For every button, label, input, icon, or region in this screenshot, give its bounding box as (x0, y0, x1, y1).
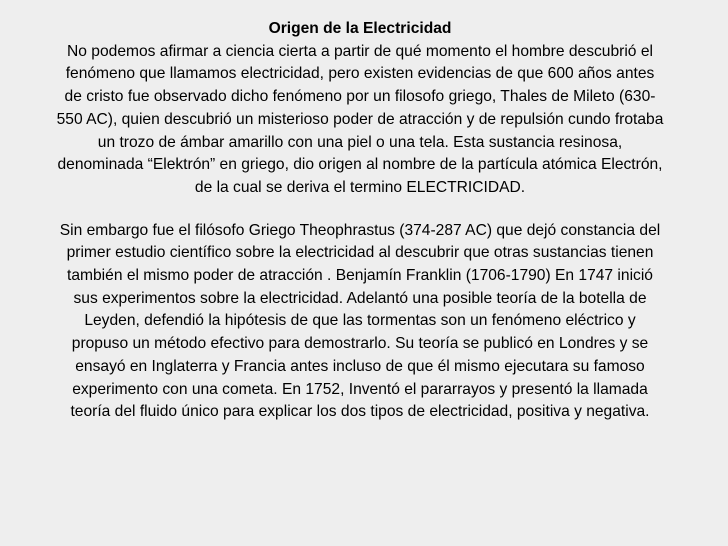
paragraph-spacer (56, 200, 664, 220)
paragraph-thales: No podemos afirmar a ciencia cierta a partir de qué momento el hombre descubrió el fenómeno que llamamos electricidad, pero existen evidencias de que 600 años antes de cristo fue observado dicho fenómeno por un filosofo griego, Thales de Mileto (630-550 AC), quien descubrió un misterioso poder de atracción y de repulsión cundo frotaba un trozo de ámbar amarillo con una piel o una tela. Esta sustancia resinosa, denominada “Elektrón” en griego, dio origen al nombre de la partícula atómica Electrón, de la cual se deriva el termino ELECTRICIDAD. (56, 42, 664, 196)
slide-title: Origen de la Electricidad (268, 20, 452, 37)
slide-content (56, 18, 664, 424)
paragraph-theophrastus-franklin: Sin embargo fue el filósofo Griego Theophrastus (374-287 AC) que dejó constancia del primer estudio científico sobre la electricidad al descubrir que otras sustancias tienen también el mismo poder de atracción . Benjamín Franklin (1706-1790) En 1747 inició sus experimentos sobre la electricidad. Adelantó una posible teoría de la botella de Leyden, defendió la hipótesis de que las tormentas son un fenómeno eléctrico y propuso un método efectivo para demostrarlo. Su teoría se publicó en Londres y se ensayó en Inglaterra y Francia antes incluso de que él mismo ejecutara su famoso experimento con una cometa. En 1752, Inventó el pararrayos y presentó la llamada teoría del fluido único para explicar los dos tipos de electricidad, positiva y negativa. (59, 221, 661, 421)
